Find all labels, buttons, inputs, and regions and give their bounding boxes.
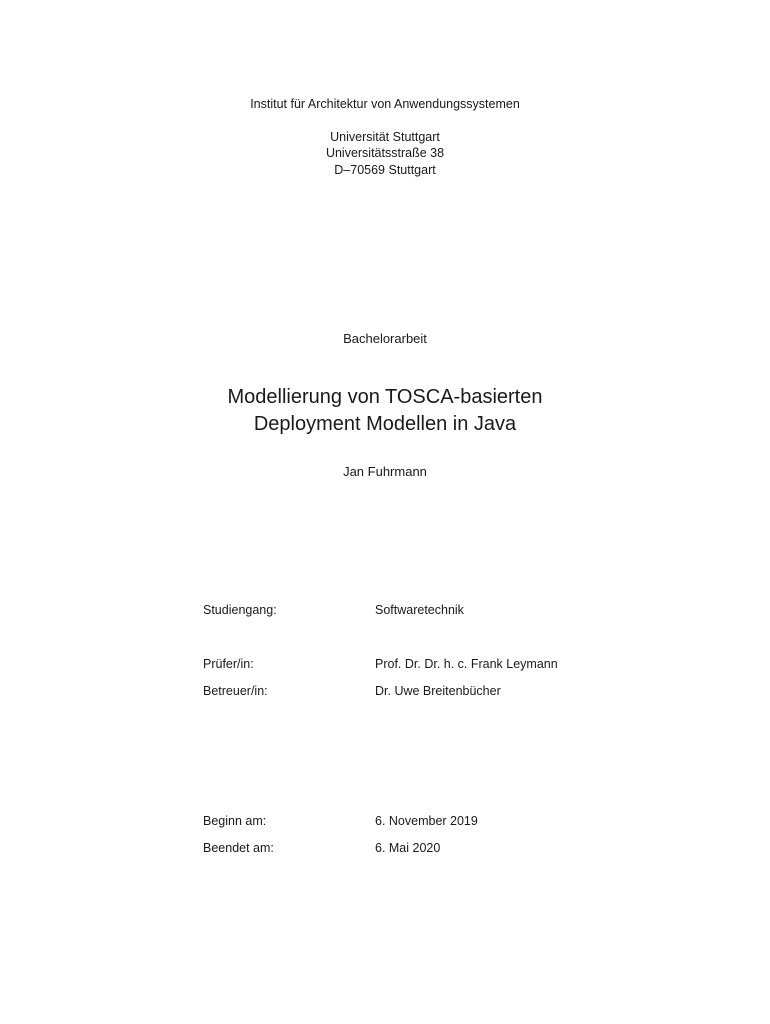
betreuer-label: Betreuer/in:	[203, 684, 268, 698]
institute-name: Institut für Architektur von Anwendungssystemen	[250, 97, 520, 111]
thesis-title	[0, 384, 770, 437]
pruefer-value: Prof. Dr. Dr. h. c. Frank Leymann	[375, 657, 558, 671]
university-name: Universität Stuttgart	[330, 129, 440, 144]
betreuer-value: Dr. Uwe Breitenbücher	[375, 684, 501, 698]
university-city: D–70569 Stuttgart	[334, 162, 436, 177]
pruefer-label: Prüfer/in:	[203, 657, 254, 671]
beginn-value: 6. November 2019	[375, 814, 478, 828]
thesis-title-line-2: Deployment Modellen in Java	[253, 412, 517, 435]
studiengang-value: Softwaretechnik	[375, 603, 464, 617]
beendet-label: Beendet am:	[203, 841, 274, 855]
thesis-type: Bachelorarbeit	[343, 331, 427, 346]
university-street: Universitätsstraße 38	[325, 146, 445, 160]
beginn-label: Beginn am:	[203, 814, 267, 828]
address-spacer	[0, 113, 770, 129]
author-name: Jan Fuhrmann	[343, 464, 427, 479]
institute-address-block	[0, 96, 770, 178]
beendet-value: 6. Mai 2020	[375, 841, 441, 855]
thesis-title-line-1: Modellierung von TOSCA-basierten	[227, 386, 543, 408]
studiengang-label: Studiengang:	[203, 603, 277, 617]
